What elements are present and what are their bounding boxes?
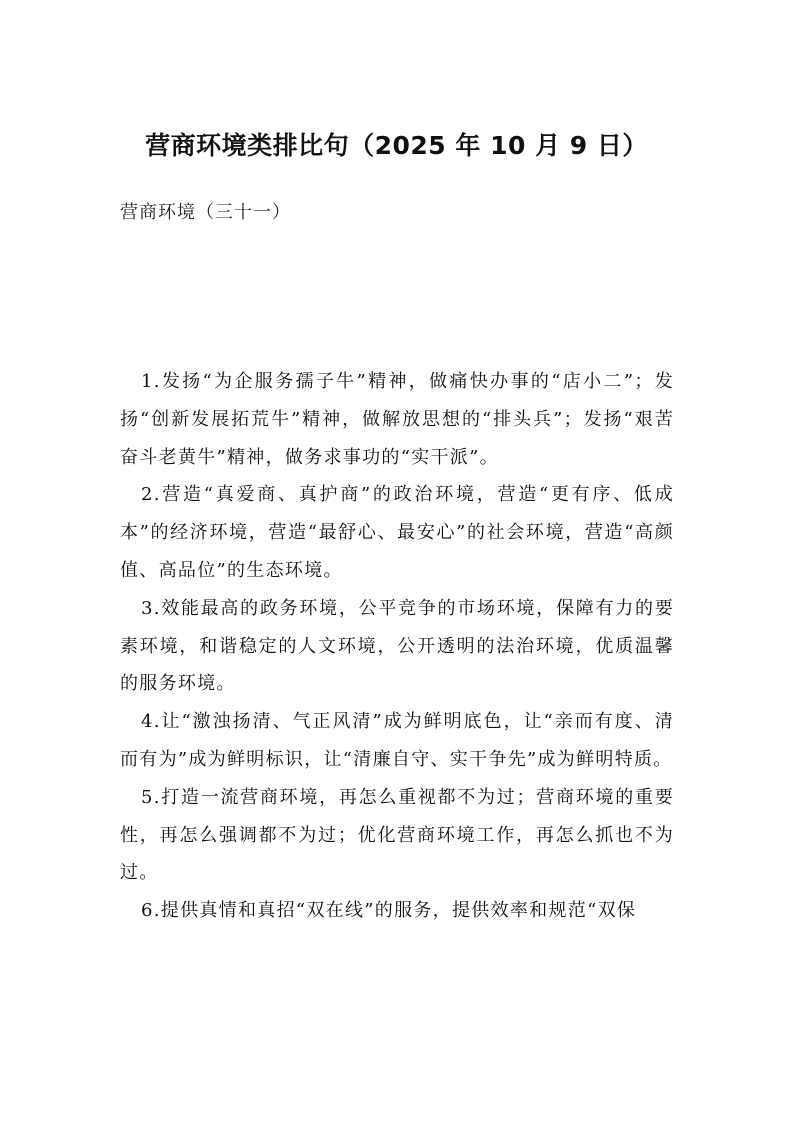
paragraph-5: 5.打造一流营商环境，再怎么重视都不为过；营商环境的重要性，再怎么强调都不为过；优化营商环境工作，再怎么抓也不为过。 xyxy=(120,786,674,884)
document-subtitle: 营商环境（三十一） xyxy=(120,202,291,223)
document-title: 营商环境类排比句（2025 年 10 月 9 日） xyxy=(145,131,648,160)
paragraph-2: 2.营造“真爱商、真护商”的政治环境，营造“更有序、低成本”的经济环境，营造“最舒心、最安心”的社会环境，营造“高颜值、高品位”的生态环境。 xyxy=(120,484,674,581)
paragraph-1: 1.发扬“为企服务孺子牛”精神，做痛快办事的“店小二”；发扬“创新发展拓荒牛”精神，做解放思想的“排头兵”；发扬“艰苦奋斗老黄牛”精神，做务求事功的“实干派”。 xyxy=(120,371,674,468)
paragraph-6: 6.提供真情和真招“双在线”的服务，提供效率和规范“双保 xyxy=(141,900,637,922)
paragraph-3: 3.效能最高的政务环境，公平竞争的市场环境，保障有力的要素环境，和谐稳定的人文环境，公开透明的法治环境，优质温馨的服务环境。 xyxy=(120,597,674,695)
paragraph-4: 4.让“激浊扬清、气正风清”成为鲜明底色，让“亲而有度、清而有为”成为鲜明标识，让“清廉自守、实干争先”成为鲜明特质。 xyxy=(120,711,674,770)
document-body xyxy=(120,363,674,930)
